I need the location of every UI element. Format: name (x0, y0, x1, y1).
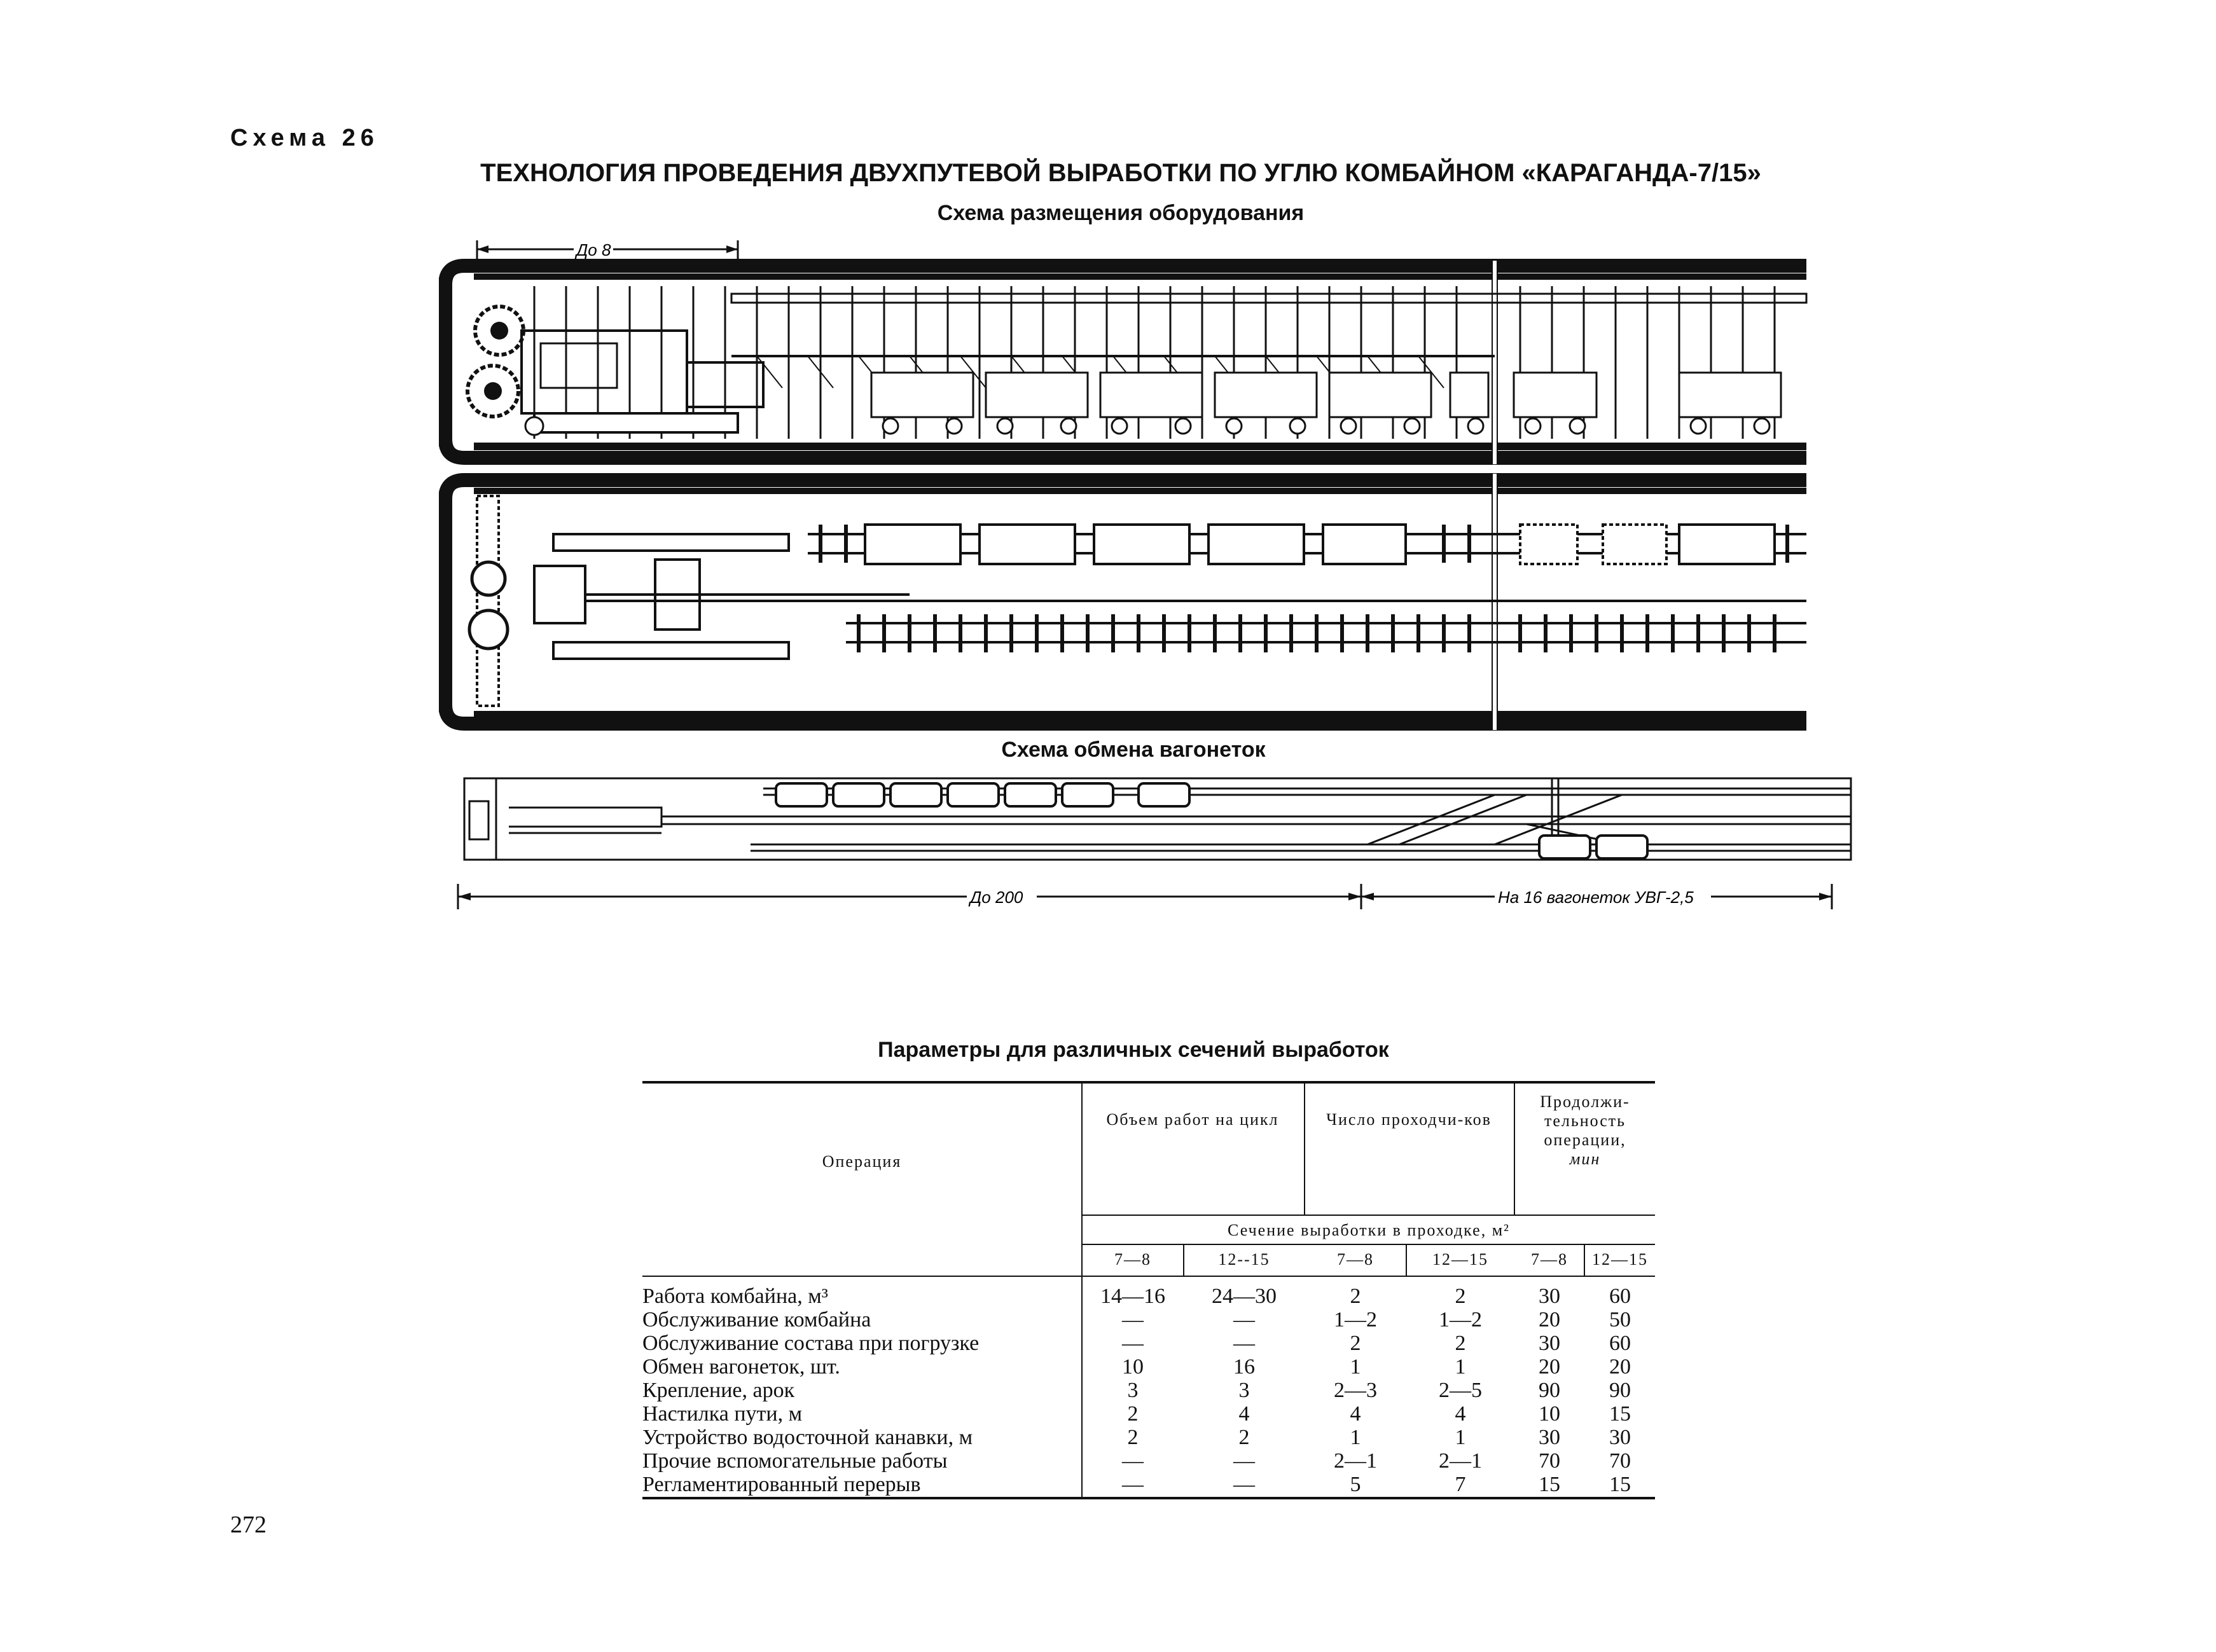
header-duration-line: Продолжи- (1540, 1092, 1630, 1111)
row-value: — (1233, 1332, 1255, 1355)
row-value: 2—1 (1439, 1449, 1482, 1473)
page-number: 272 (230, 1511, 267, 1538)
row-value: 90 (1539, 1379, 1560, 1402)
table-row (642, 1426, 1655, 1450)
table-row (642, 1284, 1655, 1309)
row-value: 30 (1609, 1426, 1631, 1449)
row-value: 15 (1539, 1473, 1560, 1496)
divider (1304, 1084, 1305, 1215)
row-operation (642, 1332, 1081, 1356)
row-operation (642, 1355, 1081, 1379)
scheme-label: Схема 26 (230, 125, 379, 151)
row-value: 2 (1350, 1332, 1361, 1355)
row-operation (642, 1449, 1081, 1473)
row-value: 1 (1350, 1355, 1361, 1379)
row-value: 4 (1238, 1402, 1250, 1426)
row-value: 2—1 (1334, 1449, 1377, 1473)
header-duration-line: тельность (1544, 1112, 1626, 1130)
subcol-header: 7—8 (1337, 1250, 1374, 1269)
row-operation (642, 1379, 1081, 1403)
row-value: 16 (1233, 1355, 1255, 1379)
header-bottom-rule (642, 1276, 1655, 1277)
row-value: 90 (1609, 1379, 1631, 1402)
row-operation-label: Обслуживание состава при погрузке (642, 1332, 983, 1355)
row-value: 60 (1609, 1284, 1631, 1308)
row-value: 7 (1455, 1473, 1466, 1496)
row-value: 1—2 (1334, 1308, 1377, 1332)
dimension-top-label: До 8 (576, 240, 611, 259)
row-value: — (1122, 1332, 1144, 1355)
dimension-left-label: До 200 (970, 888, 1023, 907)
subcol-header: 12—15 (1592, 1250, 1648, 1269)
subcol-header: 7—8 (1114, 1250, 1151, 1269)
plan-wagons (865, 525, 1775, 564)
row-value: 1 (1350, 1426, 1361, 1449)
row-value: 2 (1127, 1426, 1139, 1449)
row-value: 24—30 (1212, 1284, 1277, 1308)
row-value: — (1122, 1473, 1144, 1496)
row-operation-label: Прочие вспомогательные работы (642, 1449, 951, 1473)
exchange-title: Схема обмена вагонеток (1001, 738, 1266, 762)
row-operation (642, 1426, 1081, 1450)
table-row (642, 1355, 1655, 1379)
subcol-rule (1081, 1244, 1655, 1245)
row-value: 70 (1609, 1449, 1631, 1473)
row-value: — (1122, 1449, 1144, 1473)
row-value: 1 (1455, 1426, 1466, 1449)
row-value: 4 (1350, 1402, 1361, 1426)
row-value: 3 (1127, 1379, 1139, 1402)
row-operation-label: Устройство водосточной канавки, м (642, 1426, 976, 1449)
row-value: 15 (1609, 1402, 1631, 1426)
row-value: 1 (1455, 1355, 1466, 1379)
row-value: — (1233, 1308, 1255, 1332)
table-title: Параметры для различных сечений выработок (878, 1038, 1389, 1062)
header-workers: Число проходчи-ков (1326, 1110, 1492, 1129)
row-operation-label: Регламентированный перерыв (642, 1473, 925, 1496)
header-section: Сечение выработки в проходке, м² (1228, 1221, 1510, 1239)
table-row (642, 1402, 1655, 1426)
row-value: 4 (1455, 1402, 1466, 1426)
side-view (445, 261, 1806, 464)
row-value: 20 (1539, 1308, 1560, 1332)
row-value: 20 (1539, 1355, 1560, 1379)
row-value: 2 (1238, 1426, 1250, 1449)
row-value: 5 (1350, 1473, 1361, 1496)
row-value: — (1122, 1308, 1144, 1332)
row-value: 60 (1609, 1332, 1631, 1355)
row-operation (642, 1308, 1081, 1332)
table-row (642, 1473, 1655, 1497)
equipment-subtitle: Схема размещения оборудования (937, 201, 1305, 225)
table-row (642, 1332, 1655, 1356)
equipment-layout-diagram (439, 235, 1832, 731)
table-top-rule (642, 1081, 1655, 1084)
wagon-exchange-diagram (445, 763, 1870, 916)
row-value: 30 (1539, 1426, 1560, 1449)
row-operation-label: Обслуживание комбайна (642, 1308, 875, 1332)
table-bottom-rule (642, 1497, 1655, 1499)
table-row (642, 1449, 1655, 1473)
plan-view (445, 474, 1806, 730)
row-value: 50 (1609, 1308, 1631, 1332)
subcol-header: 7—8 (1531, 1250, 1568, 1269)
subcol-header: 12--15 (1218, 1250, 1270, 1269)
row-value: 2 (1350, 1284, 1361, 1308)
row-value: 20 (1609, 1355, 1631, 1379)
row-operation (642, 1402, 1081, 1426)
header-duration-unit: мин (1569, 1150, 1601, 1168)
combine-machine (467, 306, 763, 435)
row-operation-label: Работа комбайна, м³ (642, 1284, 832, 1308)
section-rule (1081, 1215, 1655, 1216)
subcol-header: 12—15 (1432, 1250, 1488, 1269)
row-value: 2 (1455, 1284, 1466, 1308)
row-value: 30 (1539, 1284, 1560, 1308)
row-value: 2—5 (1439, 1379, 1482, 1402)
row-value: 2 (1455, 1332, 1466, 1355)
row-value: 1—2 (1439, 1308, 1482, 1332)
row-value: 30 (1539, 1332, 1560, 1355)
row-operation (642, 1473, 1081, 1497)
dimension-top (477, 239, 738, 261)
row-value: 14—16 (1100, 1284, 1165, 1308)
row-value: 3 (1238, 1379, 1250, 1402)
row-value: 15 (1609, 1473, 1631, 1496)
header-duration-line: операции, (1544, 1131, 1626, 1149)
row-value: 2 (1127, 1402, 1139, 1426)
row-value: 10 (1122, 1355, 1144, 1379)
row-operation (642, 1284, 1081, 1309)
header-volume: Объем работ на цикл (1106, 1110, 1279, 1129)
row-operation-label: Настилка пути, м (642, 1402, 806, 1426)
row-value: 10 (1539, 1402, 1560, 1426)
table-row (642, 1379, 1655, 1403)
row-value: — (1233, 1473, 1255, 1496)
dimension-right-label: На 16 вагонеток УВГ-2,5 (1498, 888, 1694, 907)
side-wagons (871, 373, 1781, 434)
header-operation: Операция (822, 1152, 902, 1171)
row-value: — (1233, 1449, 1255, 1473)
row-operation-label: Обмен вагонеток, шт. (642, 1355, 844, 1379)
table-row (642, 1308, 1655, 1332)
row-value: 2—3 (1334, 1379, 1377, 1402)
row-value: 70 (1539, 1449, 1560, 1473)
row-operation-label: Крепление, арок (642, 1379, 798, 1402)
header-duration (1515, 1092, 1655, 1169)
page-title: ТЕХНОЛОГИЯ ПРОВЕДЕНИЯ ДВУХПУТЕВОЙ ВЫРАБОТКИ ПО УГЛЮ КОМБАЙНОМ «КАРАГАНДА-7/15» (480, 159, 1761, 187)
